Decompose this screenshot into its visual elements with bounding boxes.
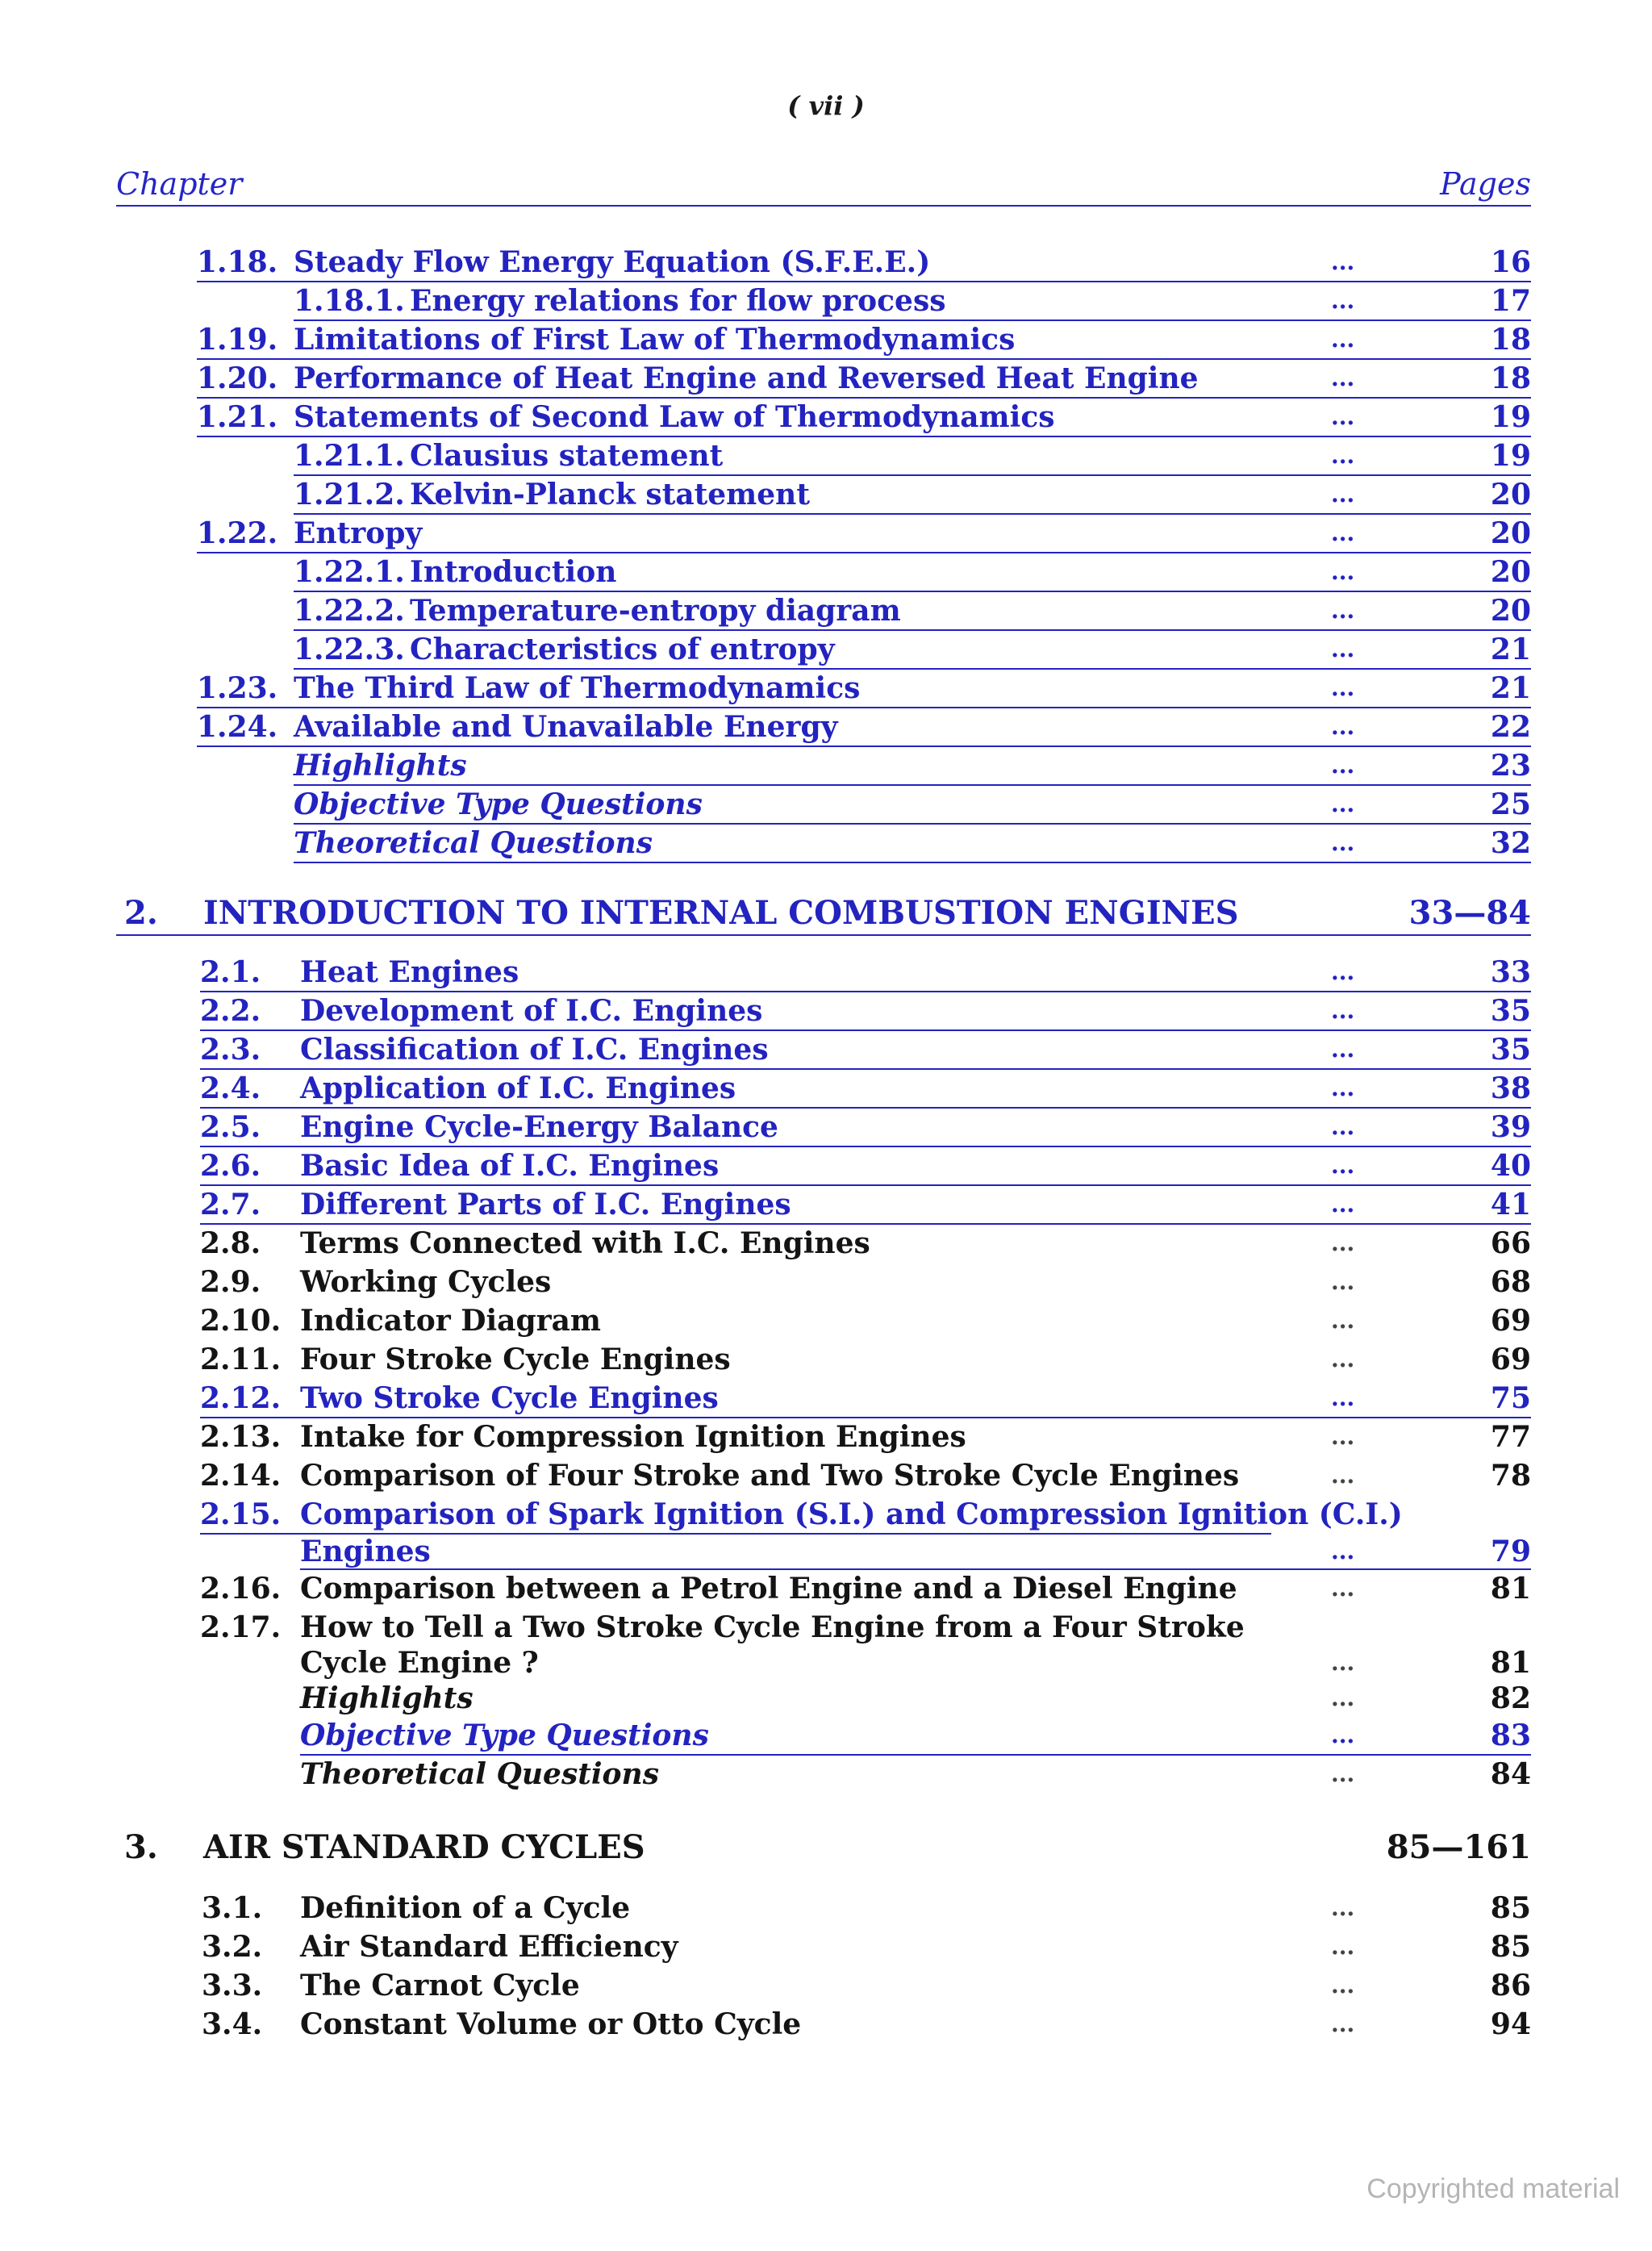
toc-entry-1-20[interactable] xyxy=(197,360,1531,399)
entry-number: 2.1. xyxy=(200,955,261,989)
entry-page: 40 xyxy=(1490,1149,1531,1183)
entry-page: 23 xyxy=(1490,749,1531,783)
entry-page: 32 xyxy=(1490,826,1531,860)
toc-entry-1-21-1[interactable] xyxy=(294,437,1531,476)
entry-page: 79 xyxy=(1490,1535,1531,1568)
entry-leader: ... xyxy=(1331,287,1355,314)
entry-title: Terms Connected with I.C. Engines xyxy=(300,1226,870,1260)
entry-number: 2.12. xyxy=(200,1381,282,1415)
toc-entry-ch1-theoretical-questions[interactable] xyxy=(294,825,1531,863)
chapter-number: 3. xyxy=(124,1828,158,1866)
entry-title: Basic Idea of I.C. Engines xyxy=(300,1149,720,1183)
entry-page: 69 xyxy=(1490,1343,1531,1376)
entry-page: 19 xyxy=(1490,400,1531,434)
entry-page: 33 xyxy=(1490,955,1531,989)
entry-leader: ... xyxy=(1331,442,1355,469)
entry-number: 2.15. xyxy=(200,1497,282,1531)
entry-title: Classification of I.C. Engines xyxy=(300,1033,769,1067)
entry-title: Constant Volume or Otto Cycle xyxy=(300,2007,802,2041)
entry-leader: ... xyxy=(1331,1649,1355,1676)
entry-page: 20 xyxy=(1490,516,1531,550)
entry-leader: ... xyxy=(1331,1191,1355,1217)
entry-number: 2.4. xyxy=(200,1071,261,1105)
entry-page: 77 xyxy=(1490,1420,1531,1454)
entry-number: 3.2. xyxy=(202,1930,263,1964)
entry-number: 1.18.1. xyxy=(294,284,405,318)
entry-page: 81 xyxy=(1490,1646,1531,1680)
entry-page: 21 xyxy=(1490,671,1531,705)
page-folio: ( vii ) xyxy=(787,90,865,121)
toc-entry-2-13 xyxy=(200,1418,1531,1455)
toc-entry-1-18[interactable] xyxy=(197,244,1531,282)
entry-page: 75 xyxy=(1490,1381,1531,1415)
entry-page: 22 xyxy=(1490,710,1531,744)
pages-column-label: Pages xyxy=(1440,166,1531,202)
copyright-watermark: Copyrighted material xyxy=(1366,2174,1620,2204)
entry-number: 3.4. xyxy=(202,2007,263,2041)
entry-page: 35 xyxy=(1490,994,1531,1028)
entry-number: 2.8. xyxy=(200,1226,261,1260)
entry-number: 1.21.1. xyxy=(294,439,405,473)
entry-page: 68 xyxy=(1490,1265,1531,1299)
entry-title: Statements of Second Law of Thermodynamics xyxy=(294,400,1055,434)
entry-number: 2.7. xyxy=(200,1188,261,1222)
entry-number: 2.14. xyxy=(200,1459,282,1493)
toc-entry-2-12[interactable] xyxy=(200,1380,1531,1418)
entry-title: Indicator Diagram xyxy=(300,1304,602,1338)
chapter-3-heading xyxy=(116,1827,1531,1869)
entry-leader: ... xyxy=(1331,1152,1355,1179)
entry-leader: ... xyxy=(1331,1933,1355,1960)
entry-title: Heat Engines xyxy=(300,955,519,989)
entry-leader: ... xyxy=(1331,791,1355,817)
entry-page: 78 xyxy=(1490,1459,1531,1493)
toc-entry-2-16 xyxy=(200,1570,1531,1607)
entry-title: Steady Flow Energy Equation (S.F.E.E.) xyxy=(294,245,931,279)
entry-leader: ... xyxy=(1331,403,1355,430)
entry-leader: ... xyxy=(1331,1722,1355,1748)
entry-number: 1.22.2. xyxy=(294,594,405,628)
toc-entry-3-2 xyxy=(202,1928,1531,1965)
entry-leader: ... xyxy=(1331,1972,1355,1998)
entry-leader: ... xyxy=(1331,636,1355,662)
entry-number: 1.20. xyxy=(197,361,278,395)
entry-title: Limitations of First Law of Thermodynamics xyxy=(294,323,1016,357)
entry-leader: ... xyxy=(1331,1075,1355,1101)
entry-page: 69 xyxy=(1490,1304,1531,1338)
entry-title: Objective Type Questions xyxy=(300,1719,709,1752)
entry-number: 2.10. xyxy=(200,1304,282,1338)
entry-number: 3.3. xyxy=(202,1969,263,2003)
toc-entry-2-10 xyxy=(200,1302,1531,1339)
entry-leader: ... xyxy=(1331,997,1355,1024)
entry-number: 1.22.1. xyxy=(294,555,405,589)
toc-entry-2-17-continued xyxy=(300,1644,1531,1680)
entry-leader: ... xyxy=(1331,1423,1355,1450)
entry-title: Highlights xyxy=(294,749,467,783)
entry-title: Available and Unavailable Energy xyxy=(294,710,838,744)
toc-entry-2-1[interactable] xyxy=(200,954,1531,992)
entry-number: 2.9. xyxy=(200,1265,261,1299)
entry-leader: ... xyxy=(1331,2011,1355,2037)
entry-leader: ... xyxy=(1331,1760,1355,1787)
toc-entry-2-15-continued[interactable] xyxy=(300,1533,1531,1570)
toc-entry-2-7[interactable] xyxy=(200,1186,1531,1225)
entry-leader: ... xyxy=(1331,326,1355,353)
entry-title: Engines xyxy=(300,1535,431,1568)
entry-title: Objective Type Questions xyxy=(294,787,703,821)
toc-entry-1-22-3[interactable] xyxy=(294,631,1531,670)
entry-number: 2.13. xyxy=(200,1420,282,1454)
entry-title: Entropy xyxy=(294,516,423,550)
entry-page: 83 xyxy=(1490,1719,1531,1752)
entry-page: 84 xyxy=(1490,1757,1531,1791)
entry-title: Two Stroke Cycle Engines xyxy=(300,1381,719,1415)
toc-entry-2-17 xyxy=(200,1609,1531,1646)
entry-page: 86 xyxy=(1490,1969,1531,2003)
entry-title: Engine Cycle-Energy Balance xyxy=(300,1110,778,1144)
entry-page: 18 xyxy=(1490,361,1531,395)
toc-entry-ch2-objective-questions[interactable] xyxy=(300,1717,1531,1756)
entry-page: 17 xyxy=(1490,284,1531,318)
entry-number: 2.3. xyxy=(200,1033,261,1067)
toc-entry-2-6[interactable] xyxy=(200,1147,1531,1186)
entry-title: Kelvin-Planck statement xyxy=(410,478,810,512)
toc-entry-1-24[interactable] xyxy=(197,708,1531,747)
entry-page: 66 xyxy=(1490,1226,1531,1260)
chapter-title: INTRODUCTION TO INTERNAL COMBUSTION ENGINES xyxy=(203,894,1239,932)
toc-entry-3-3 xyxy=(202,1967,1531,2004)
toc-entry-1-22-1[interactable] xyxy=(294,553,1531,592)
toc-entry-2-4[interactable] xyxy=(200,1070,1531,1109)
entry-leader: ... xyxy=(1331,1346,1355,1372)
toc-entry-2-3[interactable] xyxy=(200,1031,1531,1070)
toc-entry-2-8 xyxy=(200,1225,1531,1262)
entry-title: Cycle Engine ? xyxy=(300,1646,539,1680)
entry-page: 82 xyxy=(1490,1681,1531,1715)
entry-leader: ... xyxy=(1331,829,1355,856)
entry-number: 2.5. xyxy=(200,1110,261,1144)
entry-title: Energy relations for flow process xyxy=(410,284,946,318)
entry-leader: ... xyxy=(1331,1230,1355,1256)
entry-page: 85 xyxy=(1490,1891,1531,1925)
toc-entry-ch2-highlights xyxy=(300,1680,1531,1717)
entry-title: Working Cycles xyxy=(300,1265,552,1299)
entry-page: 20 xyxy=(1490,555,1531,589)
entry-number: 1.22. xyxy=(197,516,278,550)
entry-page: 41 xyxy=(1490,1188,1531,1222)
toc-entry-1-21[interactable] xyxy=(197,399,1531,437)
entry-title: Air Standard Efficiency xyxy=(300,1930,678,1964)
entry-leader: ... xyxy=(1331,1036,1355,1063)
chapter-number: 2. xyxy=(124,894,158,932)
entry-leader: ... xyxy=(1331,1575,1355,1602)
entry-title: Performance of Heat Engine and Reversed Heat Engine xyxy=(294,361,1199,395)
entry-page: 38 xyxy=(1490,1071,1531,1105)
entry-number: 2.2. xyxy=(200,994,261,1028)
toc-entry-2-15[interactable] xyxy=(200,1496,1403,1535)
entry-leader: ... xyxy=(1331,520,1355,546)
toc-entry-3-4 xyxy=(202,2006,1531,2043)
entry-title: Comparison between a Petrol Engine and a Diesel Engine xyxy=(300,1572,1237,1606)
toc-entry-ch1-objective-questions[interactable] xyxy=(294,786,1531,825)
entry-leader: ... xyxy=(1331,1384,1355,1411)
chapter-page-range: 33—84 xyxy=(1408,894,1531,932)
entry-page: 85 xyxy=(1490,1930,1531,1964)
entry-leader: ... xyxy=(1331,1538,1355,1564)
entry-page: 20 xyxy=(1490,594,1531,628)
toc-entry-1-21-2[interactable] xyxy=(294,476,1531,515)
entry-number: 2.11. xyxy=(200,1343,282,1376)
entry-page: 35 xyxy=(1490,1033,1531,1067)
entry-leader: ... xyxy=(1331,1685,1355,1711)
entry-page: 25 xyxy=(1490,787,1531,821)
entry-number: 2.17. xyxy=(200,1610,282,1644)
entry-page: 20 xyxy=(1490,478,1531,512)
entry-title: The Third Law of Thermodynamics xyxy=(294,671,861,705)
entry-number: 1.21. xyxy=(197,400,278,434)
toc-entry-1-22-2[interactable] xyxy=(294,592,1531,631)
entry-title: Four Stroke Cycle Engines xyxy=(300,1343,731,1376)
entry-leader: ... xyxy=(1331,597,1355,624)
entry-leader: ... xyxy=(1331,674,1355,701)
entry-title: Clausius statement xyxy=(410,439,724,473)
toc-entry-2-2[interactable] xyxy=(200,992,1531,1031)
toc-entry-2-11 xyxy=(200,1341,1531,1378)
entry-title: Highlights xyxy=(300,1681,473,1715)
entry-title: Introduction xyxy=(410,555,617,589)
chapter-page-range: 85—161 xyxy=(1386,1828,1531,1866)
entry-leader: ... xyxy=(1331,558,1355,585)
entry-leader: ... xyxy=(1331,958,1355,985)
entry-leader: ... xyxy=(1331,1307,1355,1334)
entry-leader: ... xyxy=(1331,713,1355,740)
toc-entry-2-9 xyxy=(200,1263,1531,1301)
toc-entry-ch1-highlights[interactable] xyxy=(294,747,1531,786)
entry-page: 18 xyxy=(1490,323,1531,357)
toc-entry-3-1 xyxy=(202,1890,1531,1927)
entry-number: 1.24. xyxy=(197,710,278,744)
entry-leader: ... xyxy=(1331,1113,1355,1140)
entry-leader: ... xyxy=(1331,481,1355,507)
chapter-title: AIR STANDARD CYCLES xyxy=(203,1828,645,1866)
entry-title: Application of I.C. Engines xyxy=(300,1071,736,1105)
entry-number: 3.1. xyxy=(202,1891,263,1925)
entry-title: Development of I.C. Engines xyxy=(300,994,763,1028)
entry-page: 94 xyxy=(1490,2007,1531,2041)
entry-number: 1.18. xyxy=(197,245,278,279)
entry-title: Temperature-entropy diagram xyxy=(410,594,901,628)
entry-page: 39 xyxy=(1490,1110,1531,1144)
entry-title: Comparison of Spark Ignition (S.I.) and Compression Ignition (C.I.) xyxy=(300,1497,1403,1531)
entry-number: 1.19. xyxy=(197,323,278,357)
entry-title: Comparison of Four Stroke and Two Stroke Cycle Engines xyxy=(300,1459,1240,1493)
toc-entry-2-5[interactable] xyxy=(200,1109,1531,1147)
chapter-column-label: Chapter xyxy=(116,166,243,202)
entry-number: 2.6. xyxy=(200,1149,261,1183)
toc-entry-1-23[interactable] xyxy=(197,670,1531,708)
entry-number: 1.23. xyxy=(197,671,278,705)
toc-entry-2-14 xyxy=(200,1457,1531,1494)
entry-leader: ... xyxy=(1331,365,1355,391)
entry-title: How to Tell a Two Stroke Cycle Engine from a Four Stroke xyxy=(300,1610,1245,1644)
entry-page: 19 xyxy=(1490,439,1531,473)
entry-title: Different Parts of I.C. Engines xyxy=(300,1188,791,1222)
entry-title: Theoretical Questions xyxy=(294,826,653,860)
entry-title: Intake for Compression Ignition Engines xyxy=(300,1420,966,1454)
entry-title: Characteristics of entropy xyxy=(410,633,835,666)
entry-page: 21 xyxy=(1490,633,1531,666)
entry-title: The Carnot Cycle xyxy=(300,1969,580,2003)
entry-leader: ... xyxy=(1331,1894,1355,1921)
entry-leader: ... xyxy=(1331,1462,1355,1489)
toc-entry-1-18-1[interactable] xyxy=(294,282,1531,321)
entry-title: Theoretical Questions xyxy=(300,1757,659,1791)
entry-number: 1.22.3. xyxy=(294,633,405,666)
entry-leader: ... xyxy=(1331,1268,1355,1295)
toc-entry-1-22[interactable] xyxy=(197,515,1531,553)
entry-title: Definition of a Cycle xyxy=(300,1891,631,1925)
entry-number: 1.21.2. xyxy=(294,478,405,512)
entry-number: 2.16. xyxy=(200,1572,282,1606)
chapter-2-heading[interactable] xyxy=(116,892,1531,936)
toc-header xyxy=(116,166,1531,207)
toc-entry-1-19[interactable] xyxy=(197,321,1531,360)
entry-page: 16 xyxy=(1490,245,1531,279)
toc-entry-ch2-theoretical-questions xyxy=(300,1756,1531,1793)
entry-leader: ... xyxy=(1331,248,1355,275)
entry-leader: ... xyxy=(1331,752,1355,779)
entry-page: 81 xyxy=(1490,1572,1531,1606)
